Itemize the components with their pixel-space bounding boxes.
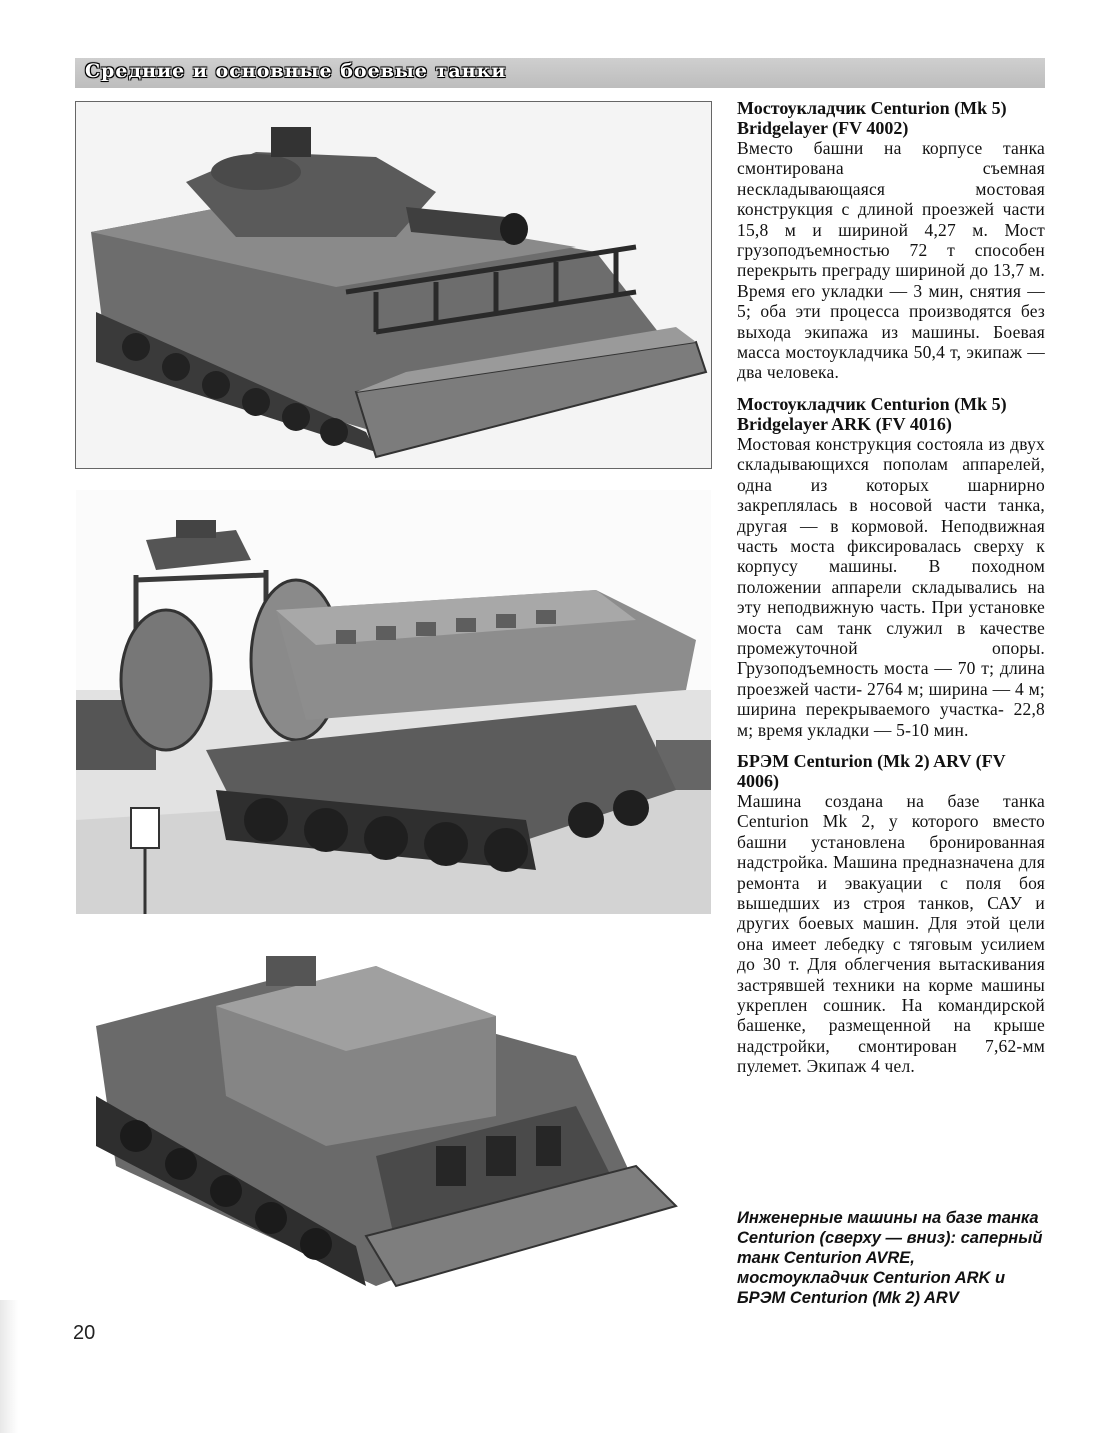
- section-body: Вместо башни на корпусе танка смонтирована съемная нескладывающаяся мостовая конструкция с длиной проезжей части 15,8 м и шириной 4,27 м. Мост грузоподъемностью 72 т способен перекрыть преграду шириной до 13,7 м. Время его укладки — 3 мин, снятия — 5; оба эти процесса производятся без выхода экипажа из машины. Боевая масса мостоукладчика 50,4 т, экипаж — два человека.: [737, 138, 1045, 383]
- section-body: Машина создана на базе танка Centurion Mk 2, у которого вместо башни установлена бронированная надстройка. Машина предназначена для ремонта и эвакуации с поля боя вышедших из строя танков, САУ и других боевых машин. Для этой цели она имеет лебедку с тяговым усилием до 30 т. Для облегчения вытаскивания застрявшей техники на корме машины укреплен сошник. На командирской башенке, размещенной на крыше надстройки, смонтирован 7,62-мм пулемет. Экипаж 4 чел.: [737, 790, 1045, 1077]
- section-fv4006: [737, 751, 1045, 1077]
- page-number: 20: [73, 1322, 96, 1344]
- figure-caption: Инженерные машины на базе танка Centurion (сверху — вниз): саперный танк Centurion AVRE, мостоукладчик Centurion ARK и БРЭМ Centurion (Mk 2) ARV: [737, 1209, 1043, 1307]
- photo-centurion-arv: [75, 935, 712, 1305]
- page-edge-shadow: [0, 1300, 18, 1433]
- section-fv4016: [737, 394, 1045, 740]
- tank-arv-illustration: [76, 936, 711, 1304]
- section-title: БРЭМ Centurion (Mk 2) ARV (FV 4006): [737, 750, 1006, 791]
- photo-centurion-ark: [75, 489, 712, 915]
- section-body: Мостовая конструкция состояла из двух складывающихся пополам аппарелей, одна из которых шарнирно закреплялась в носовой части танка, другая — в кормовой. Неподвижная часть моста фиксировалась сверху к корпусу машины. В походном положении аппарели складывались на эту неподвижную часть. При установке моста сам танк служил в качестве промежуточной опоры. Грузоподъемность моста — 70 т; длина проезжей части- 2764 м; ширина — 4 м; ширина перекрываемого участка- 22,8 м; время укладки — 5-10 мин.: [737, 433, 1045, 740]
- section-header-band: [75, 58, 1045, 88]
- tank-avre-illustration: [76, 102, 711, 468]
- section-title: Мостоукладчик Centurion (Mk 5) Bridgelayer ARK (FV 4016): [737, 393, 1007, 434]
- article-text-column: [737, 98, 1045, 1088]
- section-fv4002: [737, 98, 1045, 383]
- section-header-title: Средние и основные боевые танки: [85, 60, 507, 82]
- photo-centurion-avre: [75, 101, 712, 469]
- section-title: Мостоукладчик Centurion (Mk 5) Bridgelayer (FV 4002): [737, 98, 1007, 138]
- tank-ark-illustration: [76, 490, 711, 914]
